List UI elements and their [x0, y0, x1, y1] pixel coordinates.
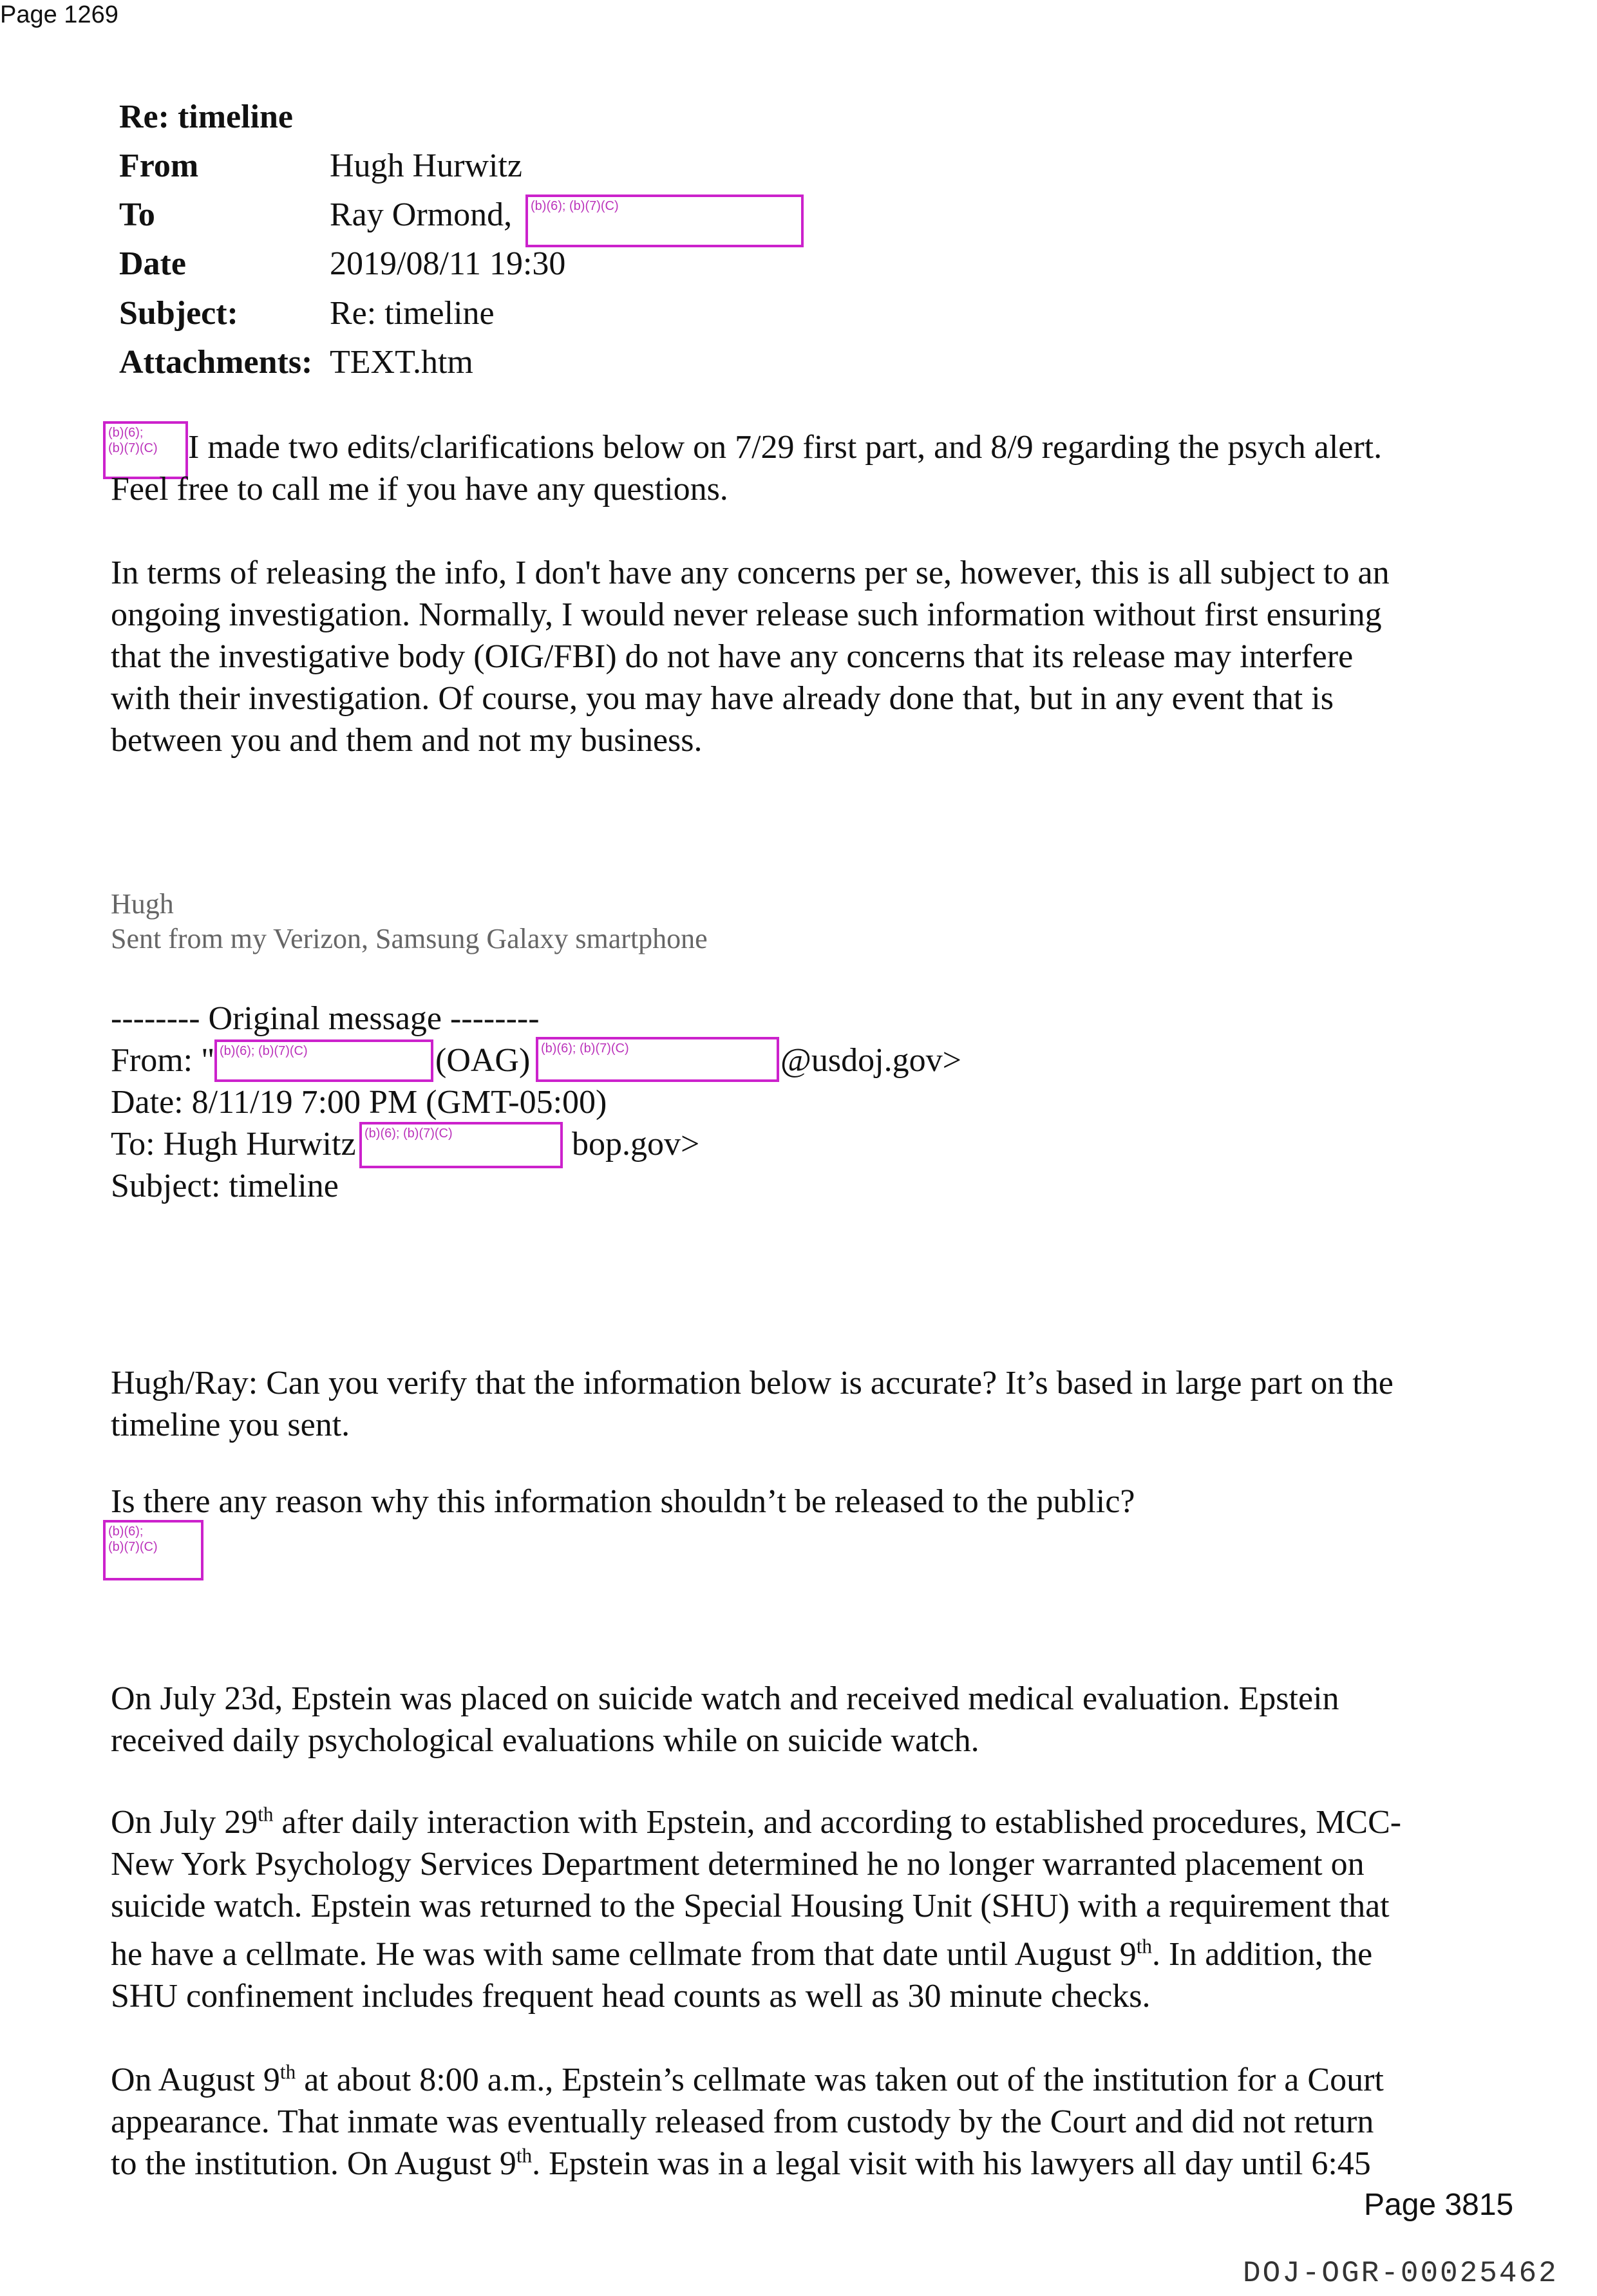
original-to-domain: bop.gov>	[572, 1126, 700, 1162]
question-line-2: timeline you sent.	[111, 1407, 350, 1443]
text-segment: On August 9	[111, 2062, 280, 2098]
redaction-label: (b)(6); (b)(7)(C)	[220, 1044, 308, 1058]
redaction-box	[525, 194, 804, 247]
text-segment: . In addition, the	[1151, 1936, 1373, 1973]
superscript: th	[258, 1803, 274, 1826]
page-header: Page 1269	[0, 1, 118, 28]
text-segment: he have a cellmate. He was with same cellmate from that date until August 9	[111, 1936, 1137, 1973]
timeline-p3-line-3	[111, 2145, 1371, 2183]
timeline-p1-line: On July 23d, Epstein was placed on suicide watch and received medical evaluation. Epstein	[111, 1680, 1339, 1717]
redaction-label: (b)(6); (b)(7)(C)	[108, 426, 158, 455]
original-to-prefix: To: Hugh Hurwitz	[111, 1126, 356, 1162]
reply-paragraph-line: In terms of releasing the info, I don't have any concerns per se, however, this is all subject to an	[111, 555, 1390, 591]
timeline-p2-line-2: New York Psychology Services Department determined he no longer warranted placement on	[111, 1846, 1365, 1883]
subject-value: Re: timeline	[330, 295, 495, 332]
timeline-p2-line-4	[111, 1935, 1372, 1973]
question-line-1: Hugh/Ray: Can you verify that the information below is accurate? It’s based in large part on the	[111, 1365, 1394, 1401]
redaction-label: (b)(6); (b)(7)(C)	[108, 1524, 158, 1554]
reply-paragraph-line: that the investigative body (OIG/FBI) do not have any concerns that its release may interfere	[111, 638, 1354, 675]
timeline-p2-line-1	[111, 1803, 1401, 1841]
date-label: Date	[119, 245, 186, 282]
superscript: th	[279, 2060, 296, 2083]
text-segment: at about 8:00 a.m., Epstein’s cellmate was taken out of the institution for a Court	[296, 2062, 1384, 2098]
bates-number: DOJ-OGR-00025462	[1243, 2257, 1558, 2290]
original-divider: -------- Original message --------	[111, 1000, 540, 1037]
date-value: 2019/08/11 19:30	[330, 245, 566, 282]
timeline-p1-line: received daily psychological evaluations while on suicide watch.	[111, 1722, 979, 1759]
redaction-box	[103, 1520, 203, 1580]
timeline-p2-line-3: suicide watch. Epstein was returned to the Special Housing Unit (SHU) with a requirement that	[111, 1888, 1390, 1924]
redaction-label: (b)(6); (b)(7)(C)	[541, 1041, 629, 1056]
original-date: Date: 8/11/19 7:00 PM (GMT-05:00)	[111, 1084, 607, 1121]
to-label: To	[119, 196, 155, 233]
redaction-box	[359, 1122, 563, 1168]
question-release: Is there any reason why this information shouldn’t be released to the public?	[111, 1483, 1135, 1520]
redaction-box	[536, 1037, 779, 1082]
attachments-label: Attachments:	[119, 344, 313, 381]
timeline-p3-line-2: appearance. That inmate was eventually released from custody by the Court and did not return	[111, 2103, 1374, 2140]
page-number: Page 3815	[1364, 2188, 1514, 2222]
superscript: th	[1136, 1935, 1152, 1958]
original-subject: Subject: timeline	[111, 1168, 339, 1204]
from-value: Hugh Hurwitz	[330, 147, 522, 184]
to-value: Ray Ormond,	[330, 196, 513, 233]
redaction-label: (b)(6); (b)(7)(C)	[364, 1126, 453, 1141]
superscript: th	[516, 2145, 533, 2167]
subject-label: Subject:	[119, 295, 238, 332]
original-from-agency: (OAG)	[435, 1042, 531, 1079]
text-segment: . Epstein was in a legal visit with his lawyers all day until 6:45	[532, 2145, 1371, 2182]
text-segment: after daily interaction with Epstein, and according to established procedures, MCC-	[273, 1804, 1402, 1841]
original-from-domain: @usdoj.gov>	[780, 1042, 961, 1079]
reply-paragraph-line: ongoing investigation. Normally, I would never release such information without first ensuring	[111, 596, 1382, 633]
redaction-box	[214, 1039, 433, 1082]
redaction-label: (b)(6); (b)(7)(C)	[531, 199, 619, 213]
reply-line-2: Feel free to call me if you have any questions.	[111, 471, 728, 508]
attachments-value: TEXT.htm	[330, 344, 473, 381]
email-title: Re: timeline	[119, 99, 294, 135]
clipped-line-container	[0, 2145, 1597, 2183]
signature-name: Hugh	[111, 888, 174, 920]
text-segment: to the institution. On August 9	[111, 2145, 516, 2182]
original-from-prefix: From: "	[111, 1042, 215, 1079]
reply-line-1: I made two edits/clarifications below on 7/29 first part, and 8/9 regarding the psych alert.	[188, 429, 1383, 466]
reply-paragraph-line: between you and them and not my business.	[111, 722, 703, 759]
from-label: From	[119, 147, 199, 184]
timeline-p2-line-5: SHU confinement includes frequent head counts as well as 30 minute checks.	[111, 1978, 1151, 2015]
text-segment: On July 29	[111, 1804, 258, 1841]
reply-paragraph-line: with their investigation. Of course, you may have already done that, but in any event that is	[111, 680, 1334, 717]
signature-sent-from: Sent from my Verizon, Samsung Galaxy smartphone	[111, 923, 708, 954]
timeline-p3-line-1	[111, 2061, 1384, 2099]
